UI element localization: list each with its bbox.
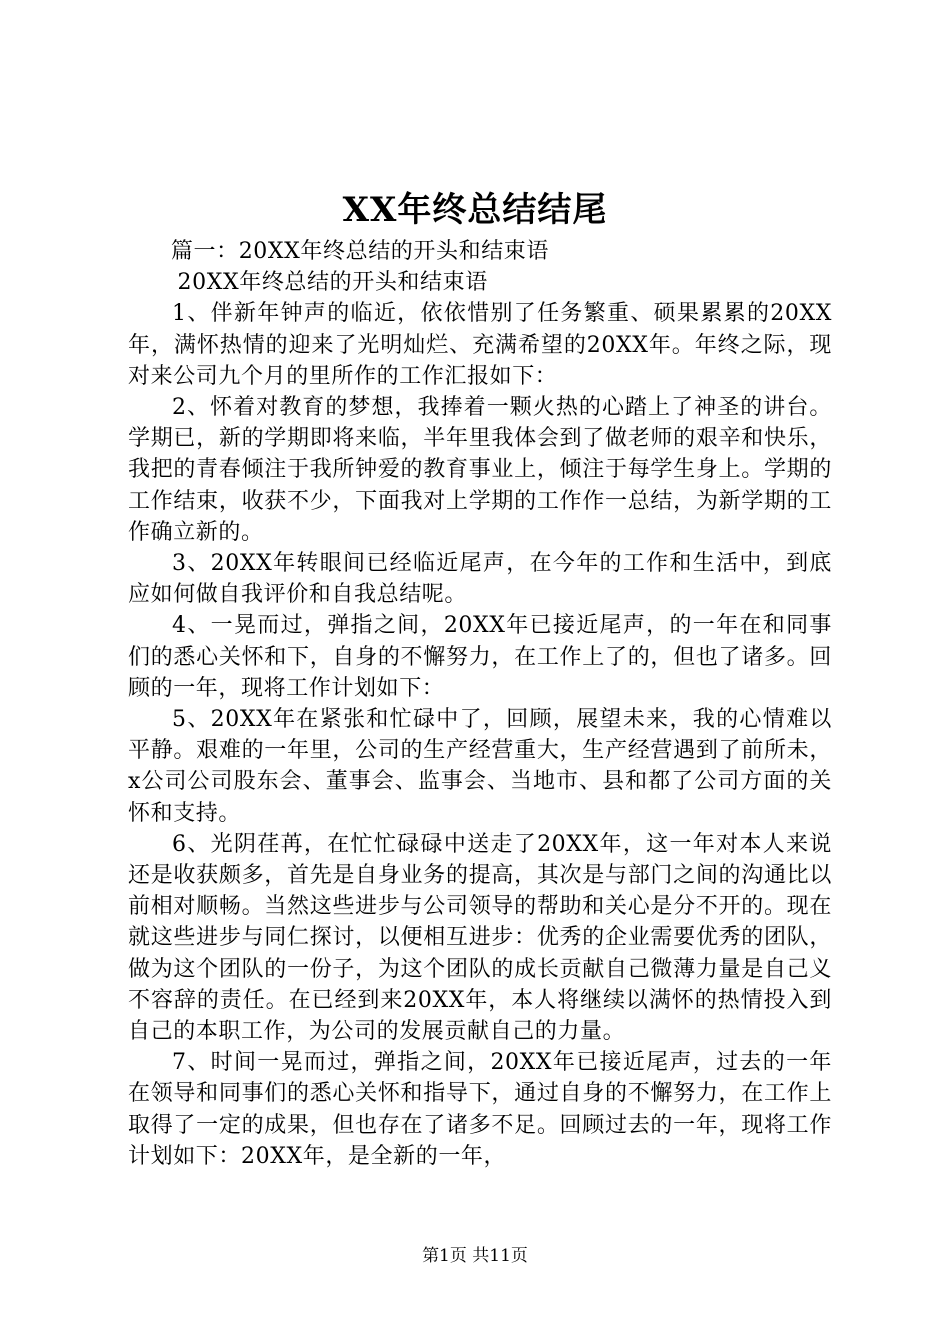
paragraph-1: 1、伴新年钟声的临近，依依惜别了任务繁重、硕果累累的20XX年，满怀热情的迎来了光明灿烂、充满希望的20XX年。年终之际，现对来公司九个月的里所作的工作汇报如下： [128, 301, 832, 389]
document-title: XX年终总结结尾 [342, 190, 608, 230]
section-heading: 篇一：20XX年终总结的开头和结束语 [170, 239, 550, 264]
paragraph-5: 5、20XX年在紧张和忙碌中了，回顾，展望未来，我的心情难以平静。艰难的一年里，公司的生产经营重大，生产经营遇到了前所未，x公司公司股东会、董事会、监事会、当地市、县和都了公司方面的关怀和支持。 [128, 707, 832, 826]
paragraph-7: 7、时间一晃而过，弹指之间，20XX年已接近尾声，过去的一年在领导和同事们的悉心关怀和指导下，通过自身的不懈努力，在工作上取得了一定的成果，但也存在了诸多不足。回顾过去的一年，现将工作计划如下：20XX年，是全新的一年， [128, 1050, 832, 1169]
paragraph-3: 3、20XX年转眼间已经临近尾声，在今年的工作和生活中，到底应如何做自我评价和自我总结呢。 [128, 551, 832, 608]
document-body [128, 236, 832, 1172]
subsection-heading: 20XX年终总结的开头和结束语 [177, 270, 488, 296]
page-footer: 第1页 共11页 [422, 1246, 528, 1266]
paragraph-2: 2、怀着对教育的梦想，我捧着一颗火热的心踏上了神圣的讲台。学期已，新的学期即将来临，半年里我体会到了做老师的艰辛和快乐，我把的青春倾注于我所钟爱的教育事业上，倾注于每学生身上。学期的工作结束，收获不少，下面我对上学期的工作作一总结，为新学期的工作确立新的。 [128, 395, 832, 545]
paragraph-4: 4、一晃而过，弹指之间，20XX年已接近尾声，的一年在和同事们的悉心关怀和下，自身的不懈努力，在工作上了的，但也了诸多。回顾的一年，现将工作计划如下： [128, 613, 832, 701]
paragraph-6: 6、光阴荏苒，在忙忙碌碌中送走了20XX年，这一年对本人来说还是收获颇多，首先是自身业务的提高，其次是与部门之间的沟通比以前相对顺畅。当然这些进步与公司领导的帮助和关心是分不开的。现在就这些进步与同仁探讨，以便相互进步：优秀的企业需要优秀的团队，做为这个团队的一份子，为这个团队的成长贡献自己微薄力量是自己义不容辞的责任。在已经到来20XX年，本人将继续以满怀的热情投入到自己的本职工作，为公司的发展贡献自己的力量。 [128, 831, 832, 1045]
